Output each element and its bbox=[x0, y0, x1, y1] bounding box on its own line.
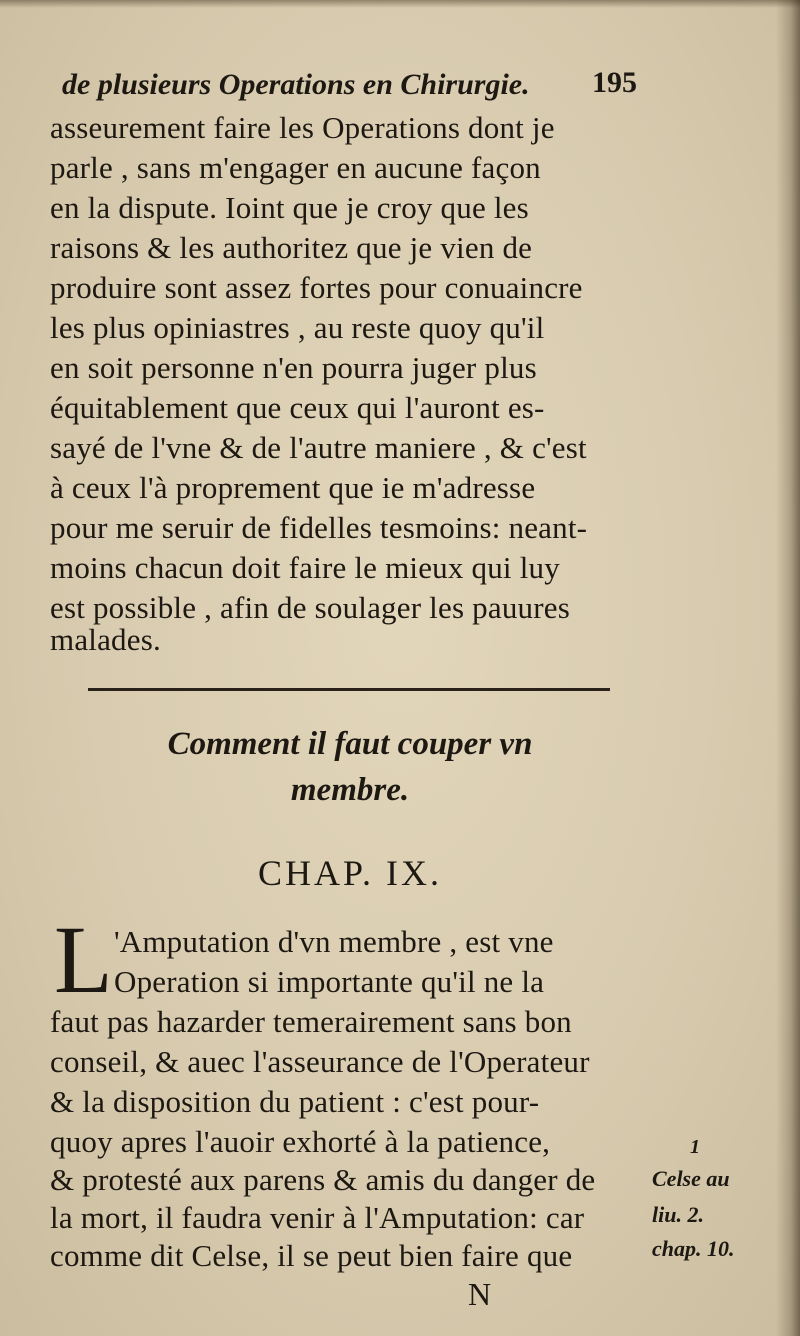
body-line: produire sont assez fortes pour conuaincre bbox=[50, 270, 583, 305]
margin-note-line1: Celse au bbox=[652, 1166, 730, 1191]
chapter-line: faut pas hazarder temerairement sans bon bbox=[50, 1004, 572, 1039]
body-line: malades. bbox=[50, 622, 161, 657]
chapter-line: 'Amputation d'vn membre , est vne bbox=[114, 924, 554, 959]
body-line: sayé de l'vne & de l'autre maniere , & c'est bbox=[50, 430, 587, 465]
section-divider bbox=[88, 688, 610, 691]
body-line: moins chacun doit faire le mieux qui luy bbox=[50, 550, 560, 585]
body-line: à ceux l'à proprement que ie m'adresse bbox=[50, 470, 536, 505]
signature-mark: N bbox=[468, 1276, 492, 1312]
page-top-shadow bbox=[0, 0, 800, 8]
chapter-number: CHAP. IX. bbox=[257, 853, 443, 893]
chapter-line: la mort, il faudra venir à l'Amputation: car bbox=[50, 1200, 585, 1235]
chapter-line: Operation si importante qu'il ne la bbox=[114, 964, 545, 999]
page-number: 195 bbox=[592, 66, 637, 99]
chapter-line: & la disposition du patient : c'est pour- bbox=[50, 1084, 540, 1119]
page-edge-shadow bbox=[776, 0, 800, 1336]
running-title: de plusieurs Operations en Chirurgie. bbox=[62, 68, 530, 101]
chapter-line: & protesté aux parens & amis du danger de bbox=[50, 1162, 596, 1197]
body-line: équitablement que ceux qui l'auront es- bbox=[50, 390, 545, 425]
body-line: en la dispute. Ioint que je croy que les bbox=[50, 190, 529, 225]
body-line: est possible , afin de soulager les pauures bbox=[50, 590, 570, 625]
body-line: les plus opiniastres , au reste quoy qu'il bbox=[50, 310, 545, 345]
drop-capital: L bbox=[54, 906, 113, 1013]
body-line: en soit personne n'en pourra juger plus bbox=[50, 350, 537, 385]
chapter-line: conseil, & auec l'asseurance de l'Operateur bbox=[50, 1044, 590, 1079]
margin-note-line2: liu. 2. bbox=[652, 1202, 704, 1227]
margin-note-ref: 1 bbox=[690, 1136, 700, 1158]
margin-note-line3: chap. 10. bbox=[652, 1236, 735, 1261]
chapter-title-line1: Comment il faut couper vn bbox=[167, 726, 533, 762]
body-line: raisons & les authoritez que je vien de bbox=[50, 230, 533, 265]
body-line: asseurement faire les Operations dont je bbox=[50, 110, 555, 145]
chapter-line: quoy apres l'auoir exhorté à la patience, bbox=[50, 1124, 551, 1159]
chapter-title-line2: membre. bbox=[290, 772, 410, 808]
body-line: parle , sans m'engager en aucune façon bbox=[50, 150, 541, 185]
chapter-line: comme dit Celse, il se peut bien faire que bbox=[50, 1238, 573, 1273]
body-line: pour me seruir de fidelles tesmoins: neant- bbox=[50, 510, 588, 545]
